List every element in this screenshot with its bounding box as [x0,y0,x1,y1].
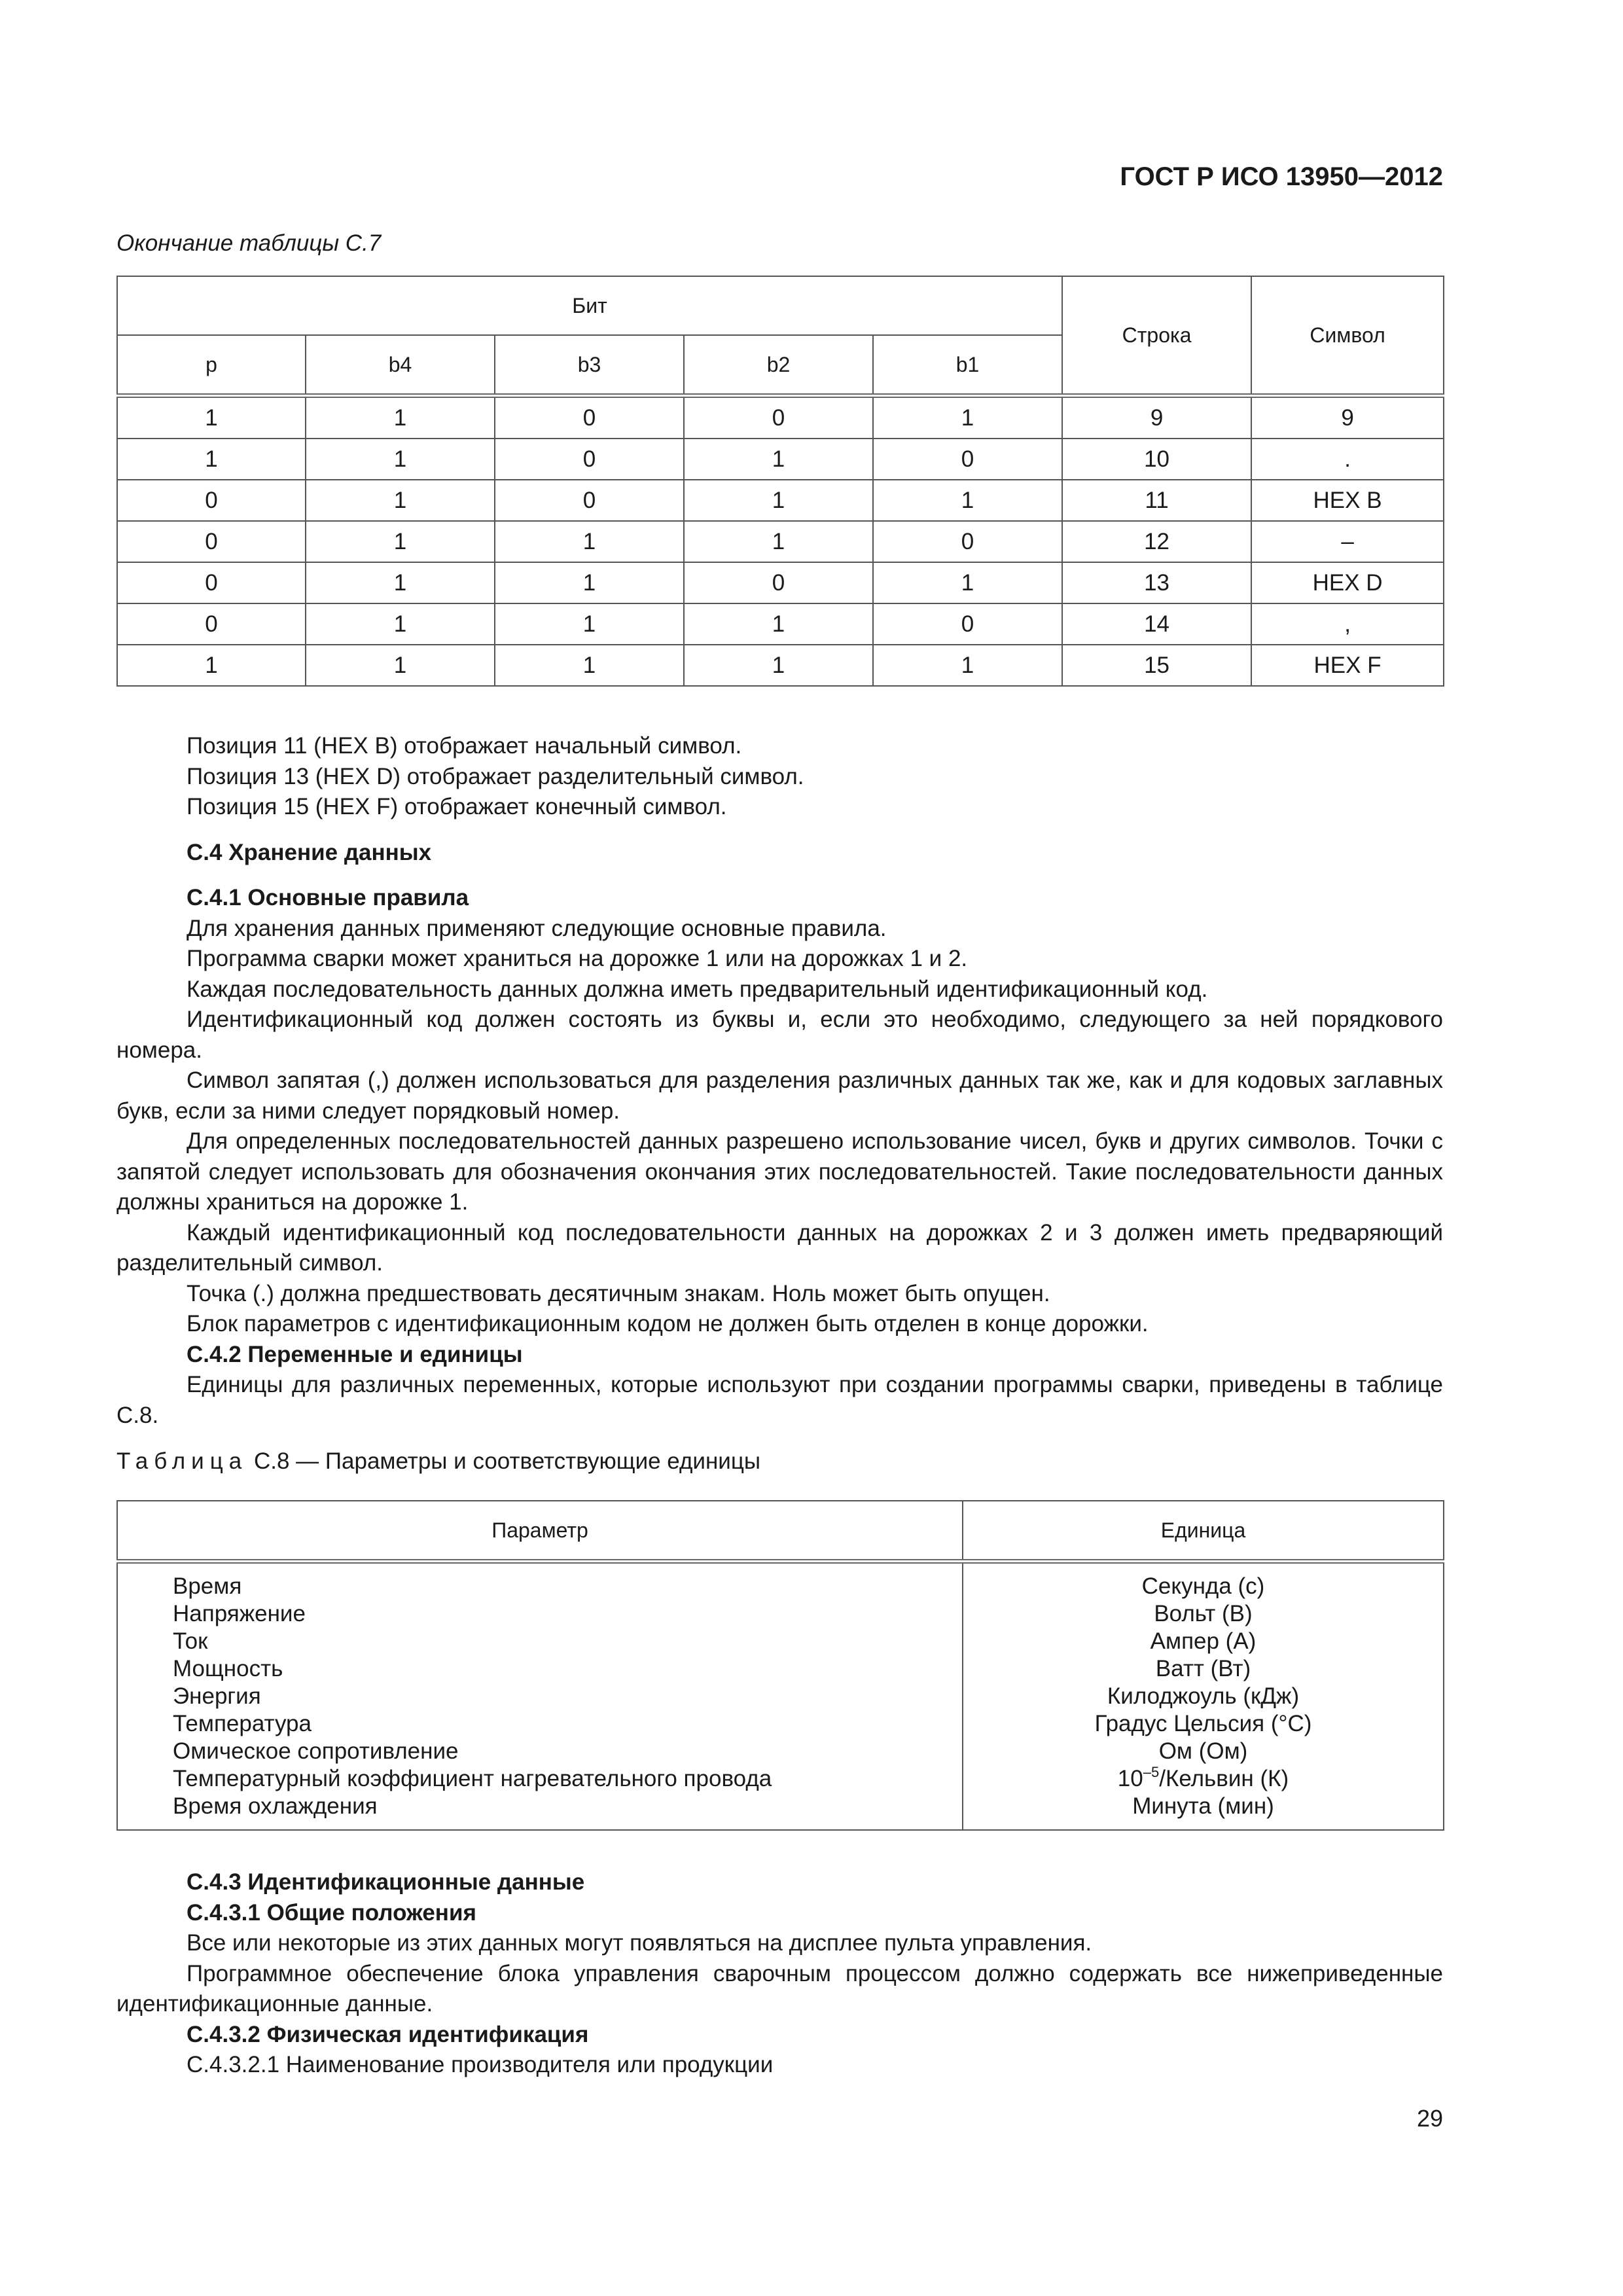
unit-rest: /Кельвин (К) [1159,1766,1289,1791]
cell: 1 [495,562,684,603]
body-text-lower [116,1867,1443,2081]
cell: 1 [117,645,306,686]
cell: HEX F [1251,645,1444,686]
column-header-unit: Единица [963,1501,1444,1562]
paragraph: С.4.3.2.1 Наименование производителя или продукции [187,2052,774,2077]
paragraph: Программа сварки может храниться на дорожке 1 или на дорожках 1 и 2. [187,946,968,971]
table-row [117,603,1444,645]
list-item: Мощность [173,1656,283,1681]
list-item: Градус Цельсия (°С) [1094,1711,1312,1736]
list-item: Секунда (с) [1141,1573,1265,1599]
cell: 0 [873,603,1062,645]
cell: 0 [117,603,306,645]
cell: 11 [1062,480,1251,521]
cell: 1 [306,480,495,521]
list-item: Температура [173,1711,312,1736]
list-item: Минута (мин) [1132,1793,1274,1819]
cell: 0 [873,439,1062,480]
subsection-heading-c41: С.4.1 Основные правила [187,885,469,910]
paragraph: Для хранения данных применяют следующие основные правила. [187,915,887,941]
cell: 0 [684,396,873,439]
cell: 1 [684,645,873,686]
note-paragraph: Позиция 11 (HEX B) отображает начальный символ. [187,733,742,759]
cell: 1 [306,396,495,439]
cell: 1 [306,439,495,480]
table-c7-caption: Окончание таблицы С.7 [116,230,382,256]
cell: 1 [873,480,1062,521]
cell: 1 [495,603,684,645]
paragraph: Каждая последовательность данных должна иметь предварительный идентификационный код. [187,976,1208,1002]
unit-list [963,1562,1444,1831]
paragraph: Каждый идентификационный код последовательности данных на дорожках 2 и 3 должен иметь предваряющий разделительный символ. [116,1219,1443,1276]
table-row [117,439,1444,480]
cell: 0 [117,521,306,562]
cell: 14 [1062,603,1251,645]
list-item: Омическое сопротивление [173,1738,459,1764]
subsection-heading-c432: С.4.3.2 Физическая идентификация [187,2021,589,2047]
cell: HEX B [1251,480,1444,521]
cell: 1 [495,645,684,686]
table-row [117,480,1444,521]
cell: – [1251,521,1444,562]
unit-base: 10 [1117,1766,1143,1791]
cell: 0 [495,439,684,480]
cell: 1 [306,645,495,686]
paragraph: Идентификационный код должен состоять из буквы и, если это необходимо, следующего за ней порядкового номера. [116,1007,1443,1063]
section-heading-c4: С.4 Хранение данных [187,839,432,865]
cell: 0 [684,562,873,603]
table-caption-title: С.8 — Параметры и соответствующие единицы [247,1448,761,1474]
list-item: Время охлаждения [173,1793,378,1819]
column-header-b4: b4 [306,335,495,396]
table-row [117,645,1444,686]
unit-exponent: –5 [1143,1764,1160,1780]
cell: 1 [117,396,306,439]
column-header-b2: b2 [684,335,873,396]
cell: 1 [495,521,684,562]
cell: 0 [495,480,684,521]
cell: 12 [1062,521,1251,562]
paragraph: Программное обеспечение блока управления сварочным процессом должно содержать все нижеприведенные идентификационные данные. [116,1960,1443,2017]
list-item: Время [173,1573,242,1599]
list-item: Ватт (Вт) [1155,1656,1251,1681]
table-row [117,396,1444,439]
list-item: Килоджоуль (кДж) [1107,1683,1300,1709]
list-item: Напряжение [173,1601,306,1626]
column-header-b3: b3 [495,335,684,396]
cell: . [1251,439,1444,480]
list-item: Ампер (А) [1150,1628,1257,1654]
body-text-upper [116,731,1443,1431]
list-item: Вольт (В) [1154,1601,1253,1626]
table-row [117,521,1444,562]
cell: 1 [873,396,1062,439]
list-item: Ток [173,1628,208,1654]
note-paragraph: Позиция 15 (HEX F) отображает конечный символ. [187,794,727,819]
paragraph: Символ запятая (,) должен использоваться для разделения различных данных так же, как и для кодовых заглавных букв, если за ними следует порядковый номер. [116,1067,1443,1124]
table-c8-caption [116,1448,760,1475]
cell: 1 [873,562,1062,603]
table-c7 [116,276,1444,687]
list-item: Ом (Ом) [1158,1738,1248,1764]
cell: 0 [117,480,306,521]
cell: 1 [684,603,873,645]
subsection-heading-c431: С.4.3.1 Общие положения [187,1899,476,1926]
column-header-parameter: Параметр [117,1501,963,1562]
cell: 10 [1062,439,1251,480]
table-caption-label: Таблица [116,1448,248,1474]
cell: 1 [306,562,495,603]
cell: , [1251,603,1444,645]
cell: 1 [684,439,873,480]
paragraph: Все или некоторые из этих данных могут появляться на дисплее пульта управления. [187,1930,1092,1956]
column-header-row: Строка [1062,276,1251,396]
column-header-b1: b1 [873,335,1062,396]
paragraph: Единицы для различных переменных, которые используют при создании программы сварки, приведены в таблице С.8. [116,1372,1443,1428]
cell: 1 [684,480,873,521]
cell: 0 [117,562,306,603]
cell: 15 [1062,645,1251,686]
note-paragraph: Позиция 13 (HEX D) отображает разделительный символ. [187,763,804,789]
bit-group-header: Бит [117,276,1062,335]
column-header-p: р [117,335,306,396]
column-header-symbol: Символ [1251,276,1444,396]
page-number: 29 [1416,2105,1443,2132]
list-item: Энергия [173,1683,261,1709]
cell: 1 [684,521,873,562]
cell: 9 [1062,396,1251,439]
cell: 9 [1251,396,1444,439]
list-item: Температурный коэффициент нагревательного провода [173,1766,772,1791]
cell: HEX D [1251,562,1444,603]
subsection-heading-c43: С.4.3 Идентификационные данные [187,1869,585,1895]
cell: 1 [873,645,1062,686]
list-item [963,1765,1443,1793]
table-row [117,562,1444,603]
parameter-list [117,1562,963,1831]
cell: 1 [306,521,495,562]
paragraph: Блок параметров с идентификационным кодом не должен быть отделен в конце дорожки. [187,1311,1149,1336]
cell: 0 [873,521,1062,562]
paragraph: Для определенных последовательностей данных разрешено использование чисел, букв и других символов. Точки с запятой следует использовать для обозначения окончания этих последовательностей. Такие последовательности данных должны храниться на дорожке 1. [116,1128,1443,1215]
paragraph: Точка (.) должна предшествовать десятичным знакам. Ноль может быть опущен. [187,1280,1050,1306]
standard-code-header: ГОСТ Р ИСО 13950—2012 [1120,162,1443,191]
cell: 0 [495,396,684,439]
cell: 1 [117,439,306,480]
subsection-heading-c42: С.4.2 Переменные и единицы [187,1341,523,1367]
cell: 13 [1062,562,1251,603]
table-c8 [116,1500,1444,1831]
cell: 1 [306,603,495,645]
